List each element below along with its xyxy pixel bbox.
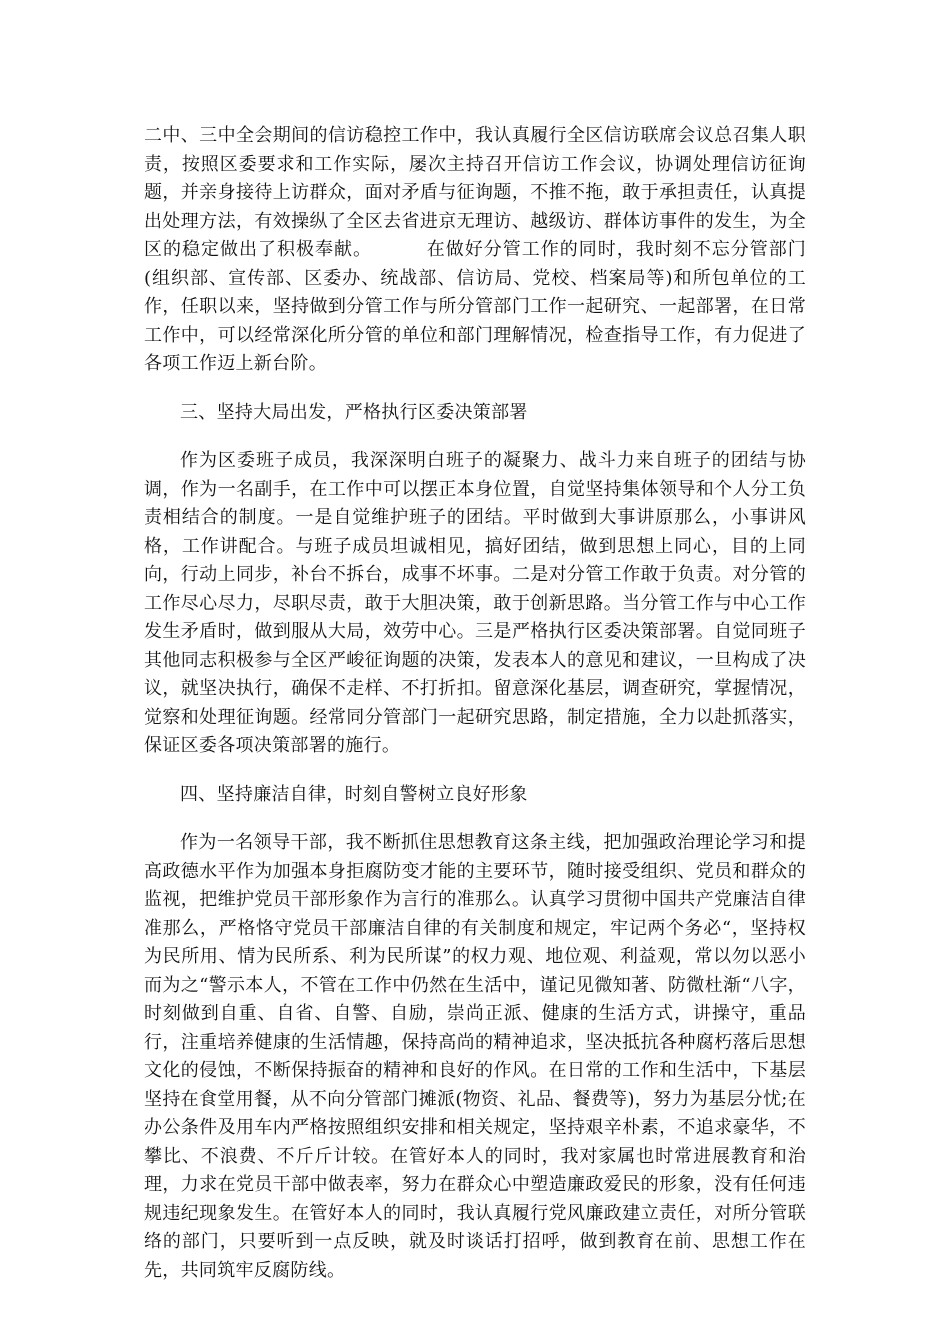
paragraph-signal-work <box>144 122 806 379</box>
section-heading-4: 四、坚持廉洁自律，时刻自警树立良好形象 <box>180 783 528 805</box>
section-heading-3: 三、坚持大局出发，严格执行区委决策部署 <box>180 401 528 423</box>
document-body <box>144 122 806 1305</box>
paragraph-self-discipline: 作为一名领导干部，我不断抓住思想教育这条主线，把加强政治理论学习和提高政德水平作为加强本身拒腐防变才能的主要环节，随时接受组织、党员和群众的监视，把维护党员干部形象作为言行的准那么。认真学习贯彻中国共产党廉洁自律准那么，严格恪守党员干部廉洁自律的有关制度和规定，牢记两个务必“，坚持权为民所用、情为民所系、利为民所谋”的权力观、地位观、利益观，常以勿以恶小而为之“警示本人，不管在工作中仍然在生活中，谨记见微知著、防微杜渐“八字，时刻做到自重、自省、自警、自励，崇尚正派、健康的生活方式，讲操守，重品行，注重培养健康的生活情趣，保持高尚的精神追求，坚决抵抗各种腐朽落后思想文化的侵蚀，不断保持振奋的精神和良好的作风。在日常的工作和生活中，下基层坚持在食堂用餐，从不向分管部门摊派(物资、礼品、餐费等)，努力为基层分忧;在办公条件及用车内严格按照组织安排和相关规定，坚持艰辛朴素，不追求豪华，不攀比、不浪费、不斤斤计较。在管好本人的同时，我对家属也时常进展教育和治理，力求在党员干部中做表率，努力在群众心中塑造廉政爱民的形象，没有任何违规违纪现象发生。在管好本人的同时，我认真履行党风廉政建立责任，对所分管联络的部门，只要听到一点反映，就及时谈话打招呼，做到教育在前、思想工作在先，共同筑牢反腐防线。 <box>144 832 806 1281</box>
paragraph-team-unity: 作为区委班子成员，我深深明白班子的凝聚力、战斗力来自班子的团结与协调，作为一名副手，在工作中可以摆正本身位置，自觉坚持集体领导和个人分工负责相结合的制度。一是自觉维护班子的团结。平时做到大事讲原那么，小事讲风格，工作讲配合。与班子成员坦诚相见，搞好团结，做到思想上同心，目的上同向，行动上同步，补台不拆台，成事不坏事。二是对分管工作敢于负责。对分管的工作尽心尽力，尽职尽责，敢于大胆决策，敢于创新思路。当分管工作与中心工作发生矛盾时，做到服从大局，效劳中心。三是严格执行区委决策部署。自觉同班子其他同志积极参与全区严峻征询题的决策，发表本人的意见和建议，一旦构成了决议，就坚决执行，确保不走样、不打折扣。留意深化基层，调查研究，掌握情况，觉察和处理征询题。经常同分管部门一起研究思路，制定措施，全力以赴抓落实，保证区委各项决策部署的施行。 <box>144 450 806 756</box>
paragraph-department-work-text: 在做好分管工作的同时，我时刻不忘分管部门(组织部、宣传部、区委办、统战部、信访局、党校、档案局等)和所包单位的工作，任职以来，坚持做到分管工作与所分管部门工作一起研究、一起部署，在日常工作中，可以经常深化所分管的单位和部门理解情况，检查指导工作，有力促进了各项工作迈上新台阶。 <box>144 239 806 374</box>
paragraph-signal-work-text: 二中、三中全会期间的信访稳控工作中，我认真履行全区信访联席会议总召集人职责，按照区委要求和工作实际，屡次主持召开信访工作会议，协调处理信访征询题，并亲身接待上访群众，面对矛盾与征询题，不推不拖，敢于承担责任，认真提出处理方法，有效操纵了全区去省进京无理访、越级访、群体访事件的发生，为全区的稳定做出了积极奉献。 <box>144 125 806 260</box>
